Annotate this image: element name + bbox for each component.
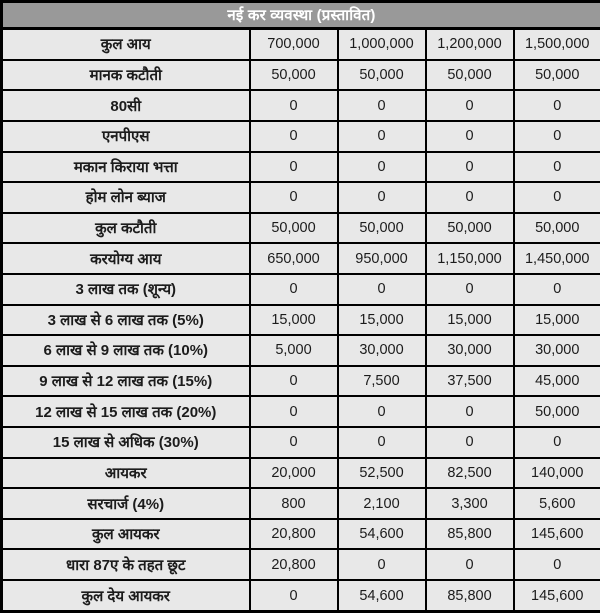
row-label: 15 लाख से अधिक (30%) — [2, 427, 250, 458]
cell-value: 85,800 — [426, 580, 514, 611]
row-label: धारा 87ए के तहत छूट — [2, 549, 250, 580]
cell-value: 20,800 — [250, 519, 338, 550]
table-row — [2, 90, 600, 121]
table-row — [2, 458, 600, 489]
table-row — [2, 580, 600, 611]
cell-value: 30,000 — [338, 335, 426, 366]
cell-value: 950,000 — [338, 243, 426, 274]
cell-value: 0 — [250, 121, 338, 152]
row-label: कुल देय आयकर — [2, 580, 250, 611]
row-label: मानक कटौती — [2, 60, 250, 91]
table-row — [2, 243, 600, 274]
row-label: सरचार्ज (4%) — [2, 488, 250, 519]
cell-value: 15,000 — [426, 305, 514, 336]
cell-value: 0 — [426, 90, 514, 121]
cell-value: 700,000 — [250, 29, 338, 60]
cell-value: 0 — [338, 182, 426, 213]
table-row — [2, 488, 600, 519]
row-label: मकान किराया भत्ता — [2, 152, 250, 183]
cell-value: 0 — [338, 121, 426, 152]
cell-value: 0 — [250, 182, 338, 213]
table-row — [2, 396, 600, 427]
cell-value: 0 — [250, 427, 338, 458]
cell-value: 50,000 — [426, 213, 514, 244]
cell-value: 0 — [250, 396, 338, 427]
row-label: एनपीएस — [2, 121, 250, 152]
cell-value: 50,000 — [338, 213, 426, 244]
cell-value: 50,000 — [338, 60, 426, 91]
table-row — [2, 29, 600, 60]
cell-value: 800 — [250, 488, 338, 519]
cell-value: 0 — [338, 90, 426, 121]
row-label: 12 लाख से 15 लाख तक (20%) — [2, 396, 250, 427]
cell-value: 20,800 — [250, 549, 338, 580]
cell-value: 0 — [250, 580, 338, 611]
cell-value: 0 — [338, 427, 426, 458]
cell-value: 0 — [514, 549, 600, 580]
row-label: 80सी — [2, 90, 250, 121]
table-row — [2, 182, 600, 213]
cell-value: 15,000 — [514, 305, 600, 336]
cell-value: 0 — [426, 182, 514, 213]
cell-value: 37,500 — [426, 366, 514, 397]
table-row — [2, 427, 600, 458]
cell-value: 50,000 — [514, 60, 600, 91]
row-label: 6 लाख से 9 लाख तक (10%) — [2, 335, 250, 366]
cell-value: 2,100 — [338, 488, 426, 519]
cell-value: 0 — [250, 274, 338, 305]
table-row — [2, 549, 600, 580]
cell-value: 0 — [338, 549, 426, 580]
cell-value: 5,000 — [250, 335, 338, 366]
row-label: 3 लाख से 6 लाख तक (5%) — [2, 305, 250, 336]
cell-value: 15,000 — [338, 305, 426, 336]
cell-value: 0 — [426, 121, 514, 152]
cell-value: 50,000 — [514, 396, 600, 427]
table-row — [2, 60, 600, 91]
cell-value: 50,000 — [426, 60, 514, 91]
cell-value: 0 — [514, 274, 600, 305]
row-label: 9 लाख से 12 लाख तक (15%) — [2, 366, 250, 397]
cell-value: 54,600 — [338, 519, 426, 550]
cell-value: 30,000 — [426, 335, 514, 366]
cell-value: 1,000,000 — [338, 29, 426, 60]
table-row — [2, 213, 600, 244]
cell-value: 50,000 — [514, 213, 600, 244]
cell-value: 0 — [338, 396, 426, 427]
table-body — [2, 29, 600, 612]
row-label: कुल आयकर — [2, 519, 250, 550]
table-row — [2, 519, 600, 550]
cell-value: 0 — [426, 396, 514, 427]
row-label: 3 लाख तक (शून्य) — [2, 274, 250, 305]
table-row — [2, 152, 600, 183]
table-row — [2, 366, 600, 397]
cell-value: 0 — [514, 427, 600, 458]
cell-value: 54,600 — [338, 580, 426, 611]
cell-value: 0 — [426, 427, 514, 458]
table-row — [2, 335, 600, 366]
cell-value: 0 — [250, 152, 338, 183]
table-row — [2, 274, 600, 305]
cell-value: 85,800 — [426, 519, 514, 550]
cell-value: 15,000 — [250, 305, 338, 336]
cell-value: 0 — [250, 366, 338, 397]
table-header — [2, 2, 600, 29]
cell-value: 0 — [514, 90, 600, 121]
cell-value: 52,500 — [338, 458, 426, 489]
cell-value: 0 — [250, 90, 338, 121]
cell-value: 0 — [426, 152, 514, 183]
row-label: आयकर — [2, 458, 250, 489]
cell-value: 0 — [426, 549, 514, 580]
row-label: होम लोन ब्याज — [2, 182, 250, 213]
table-title: नई कर व्यवस्था (प्रस्तावित) — [2, 2, 600, 29]
cell-value: 1,450,000 — [514, 243, 600, 274]
cell-value: 0 — [338, 274, 426, 305]
cell-value: 5,600 — [514, 488, 600, 519]
row-label: कुल कटौती — [2, 213, 250, 244]
cell-value: 50,000 — [250, 213, 338, 244]
cell-value: 20,000 — [250, 458, 338, 489]
row-label: करयोग्य आय — [2, 243, 250, 274]
cell-value: 30,000 — [514, 335, 600, 366]
cell-value: 0 — [426, 274, 514, 305]
cell-value: 1,500,000 — [514, 29, 600, 60]
cell-value: 145,600 — [514, 519, 600, 550]
cell-value: 3,300 — [426, 488, 514, 519]
cell-value: 650,000 — [250, 243, 338, 274]
cell-value: 1,200,000 — [426, 29, 514, 60]
cell-value: 140,000 — [514, 458, 600, 489]
cell-value: 1,150,000 — [426, 243, 514, 274]
cell-value: 0 — [338, 152, 426, 183]
cell-value: 145,600 — [514, 580, 600, 611]
table-row — [2, 121, 600, 152]
cell-value: 0 — [514, 152, 600, 183]
cell-value: 0 — [514, 182, 600, 213]
cell-value: 50,000 — [250, 60, 338, 91]
cell-value: 82,500 — [426, 458, 514, 489]
cell-value: 45,000 — [514, 366, 600, 397]
cell-value: 7,500 — [338, 366, 426, 397]
row-label: कुल आय — [2, 29, 250, 60]
cell-value: 0 — [514, 121, 600, 152]
title-row — [2, 2, 600, 29]
table-row — [2, 305, 600, 336]
